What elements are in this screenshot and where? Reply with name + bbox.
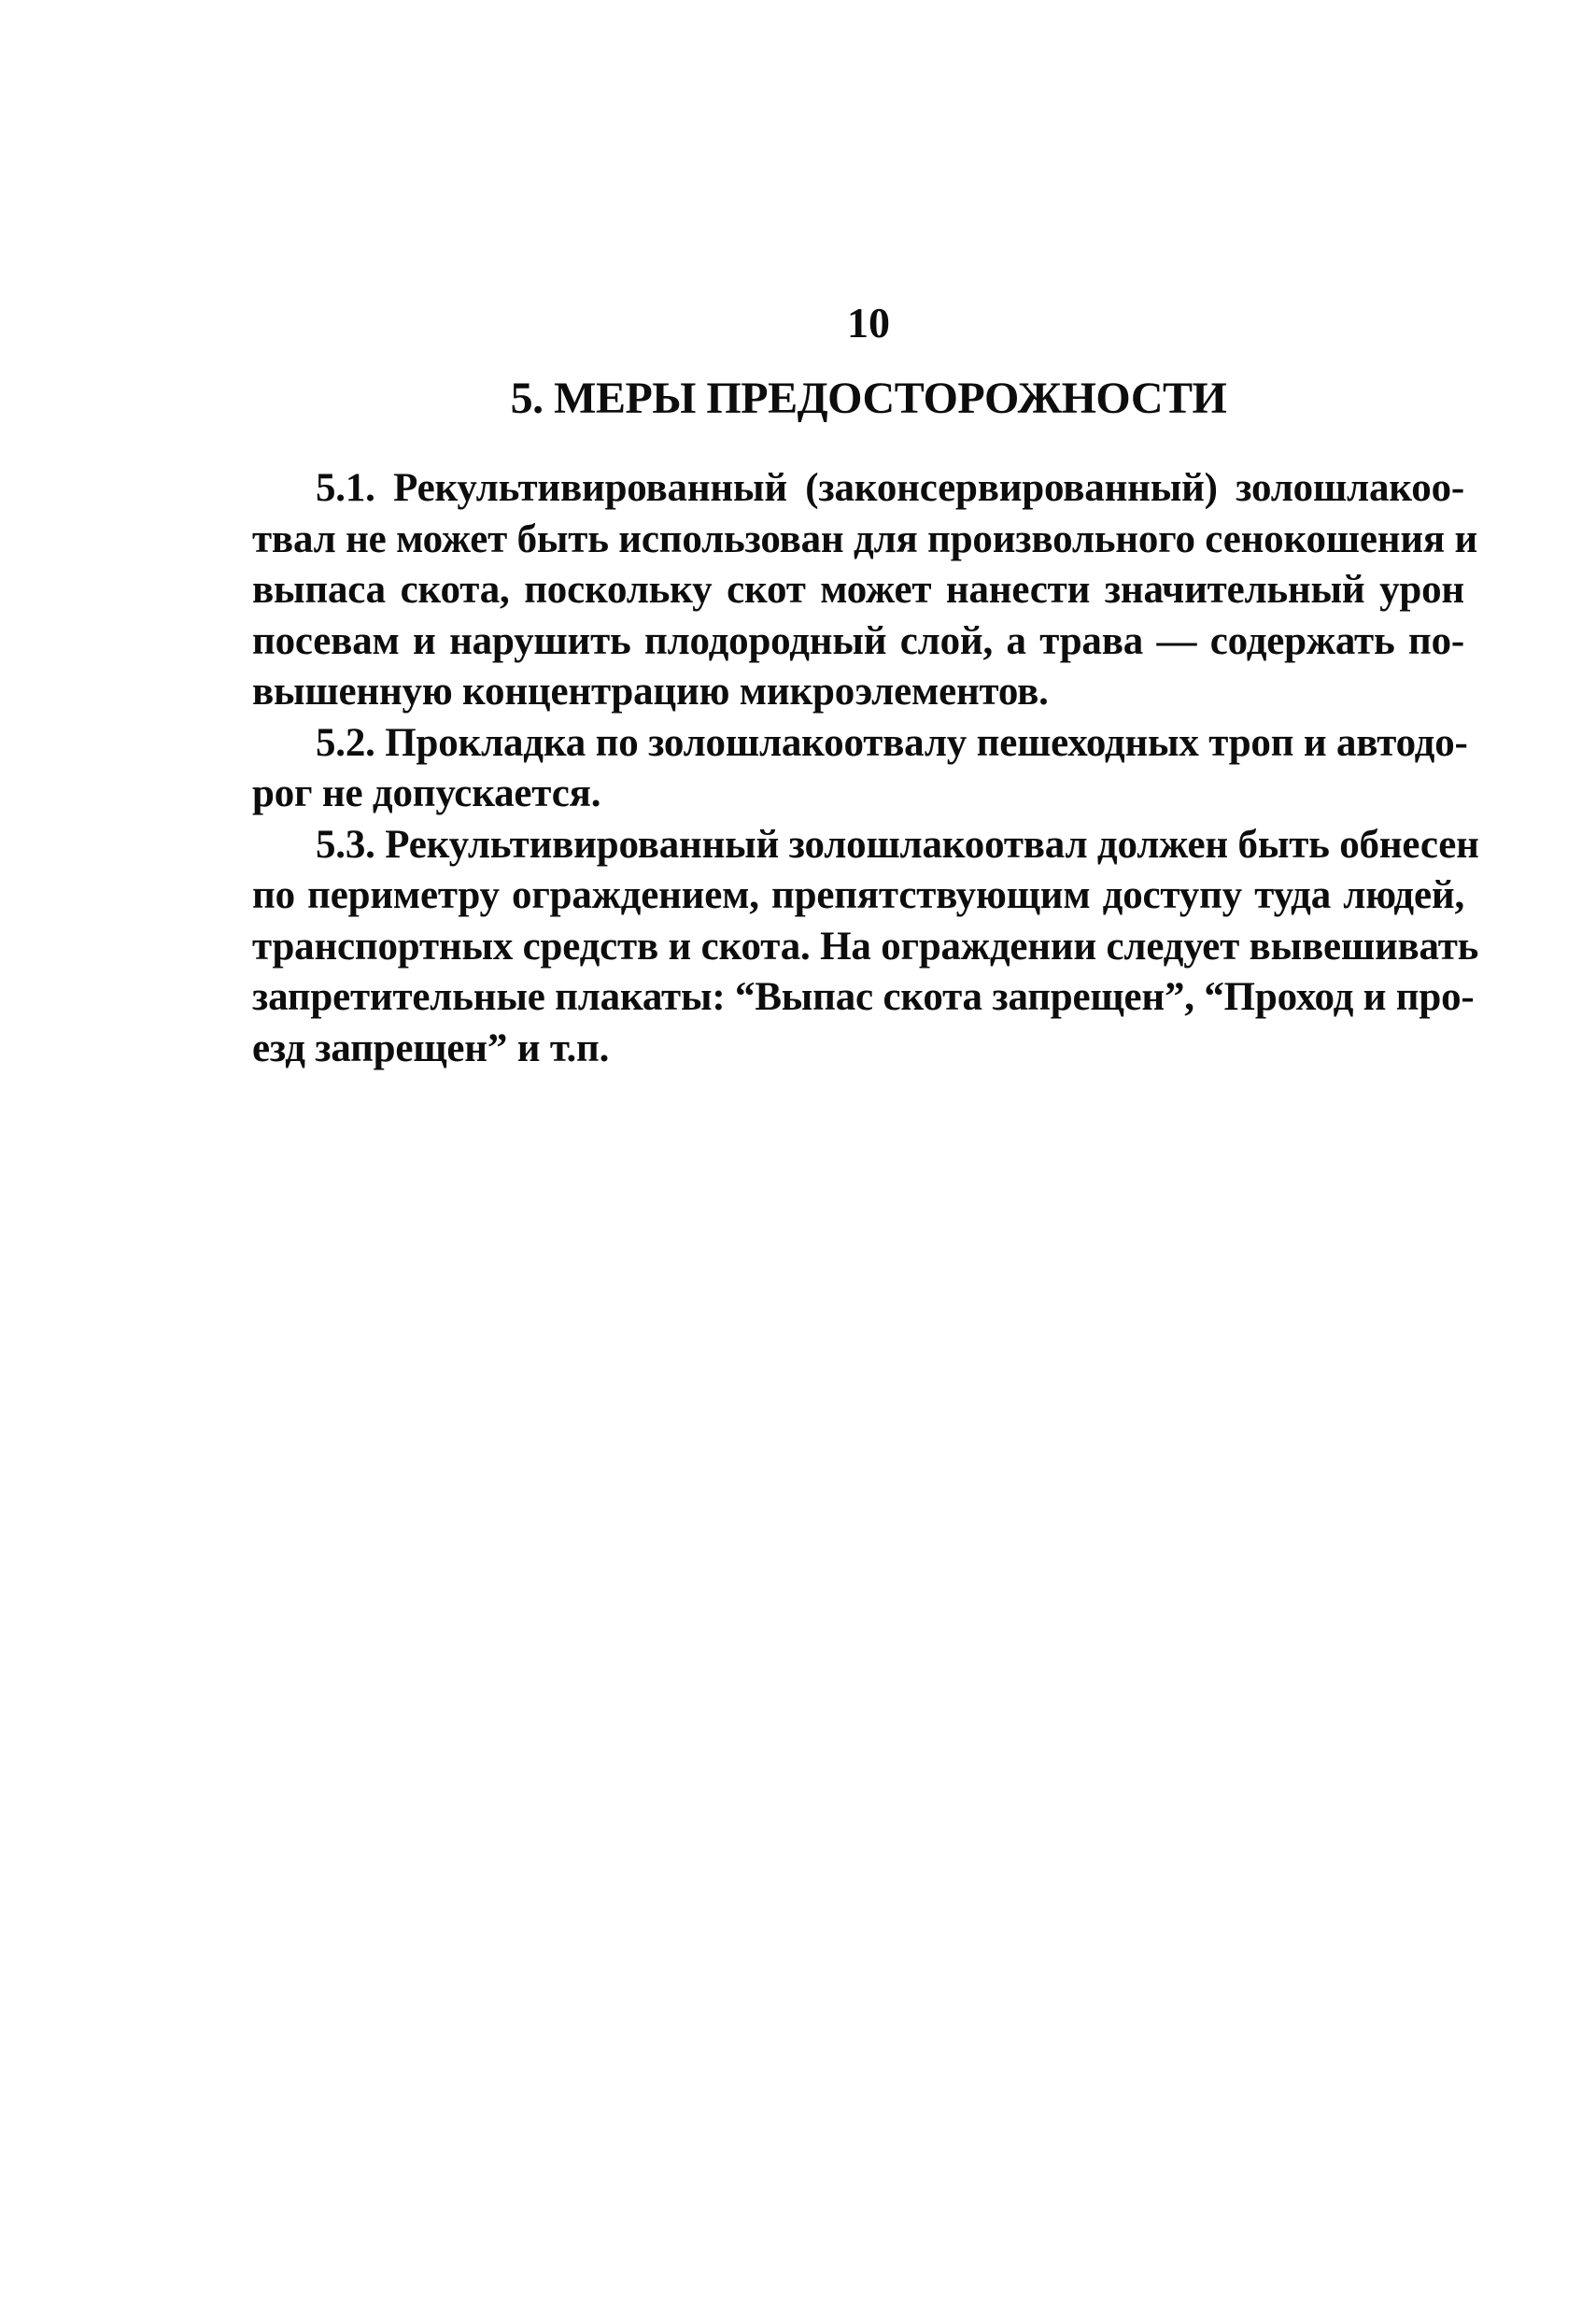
text-line: рог не допускается.	[252, 771, 601, 815]
section-title: 5. МЕРЫ ПРЕДОСТОРОЖНОСТИ	[510, 374, 1227, 423]
text-line: выпаса скота, поскольку скот может нанести значительный урон	[252, 568, 1464, 612]
paragraph-5-1	[252, 463, 1478, 718]
text-line: 5.3. Рекультивированный золошлакоотвал должен быть обнесен	[316, 822, 1479, 867]
text-line: запретительные плакаты: “Выпас скота запрещен”, “Проход и про-	[252, 975, 1475, 1019]
text-line: езд запрещен” и т.п.	[252, 1026, 610, 1070]
text-line: вышенную концентрацию микроэлементов.	[252, 670, 1049, 714]
text-line: 5.1. Рекультивированный (законсервированный) золошлакоо-	[316, 466, 1464, 510]
text-line: 5.2. Прокладка по золошлакоотвалу пешеходных троп и автодо-	[316, 720, 1468, 765]
page-number: 10	[847, 299, 890, 347]
body-text	[252, 463, 1479, 1074]
text-line: посевам и нарушить плодородный слой, а трава — содержать по-	[252, 618, 1464, 663]
text-line: твал не может быть использован для произвольного сенокошения и	[252, 516, 1478, 561]
text-line: по периметру ограждением, препятствующим доступу туда людей,	[252, 873, 1464, 917]
paragraph-5-3	[252, 820, 1479, 1075]
text-line: транспортных средств и скота. На ограждении следует вывешивать	[252, 924, 1479, 969]
paragraph-5-2	[252, 718, 1468, 820]
